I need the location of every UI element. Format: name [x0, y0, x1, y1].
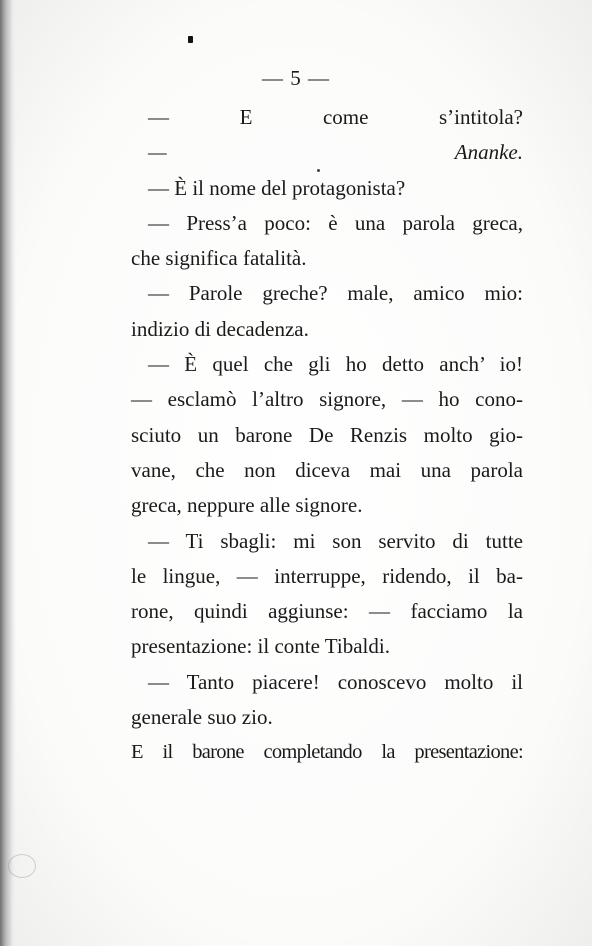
page-number: — 5 —: [262, 66, 330, 90]
page-binding-shadow: [0, 0, 16, 946]
body-text: [131, 100, 523, 771]
text-line: E il barone completando la presentazione:: [131, 741, 523, 764]
text-line: — esclamò l’altro signore, — ho cono-: [131, 387, 523, 412]
text-line: — Ti sbagli: mi son servito di tutte: [148, 528, 523, 553]
text-line: generale suo zio.: [131, 705, 273, 730]
text-line: che significa fatalità.: [131, 246, 307, 271]
text-line: indizio di decadenza.: [131, 316, 309, 341]
text-line: vane, che non diceva mai una parola: [131, 457, 523, 482]
text-line: — Parole greche? male, amico mio:: [148, 281, 523, 306]
text-line: — È quel che gli ho detto anch’ io!: [148, 352, 523, 377]
text-line: greca, neppure alle signore.: [131, 493, 363, 518]
text-line: presentazione: il conte Tibaldi.: [131, 634, 390, 659]
text-line: sciuto un barone De Renzis molto gio-: [131, 422, 523, 447]
text-line: — È il nome del protagonista?: [148, 175, 406, 200]
text-line: — E come s’intitola?: [148, 105, 523, 129]
text-line: le lingue, — interruppe, ridendo, il ba-: [131, 563, 523, 588]
text-line: rone, quindi aggiunse: — facciamo la: [131, 599, 523, 624]
text-line: — Press’a poco: è una parola greca,: [148, 210, 523, 235]
text-line: — Ananke.: [148, 140, 523, 165]
ink-mark: [188, 36, 193, 43]
page-stain: [8, 854, 36, 878]
text-line: — Tanto piacere! conoscevo molto il: [148, 669, 523, 694]
